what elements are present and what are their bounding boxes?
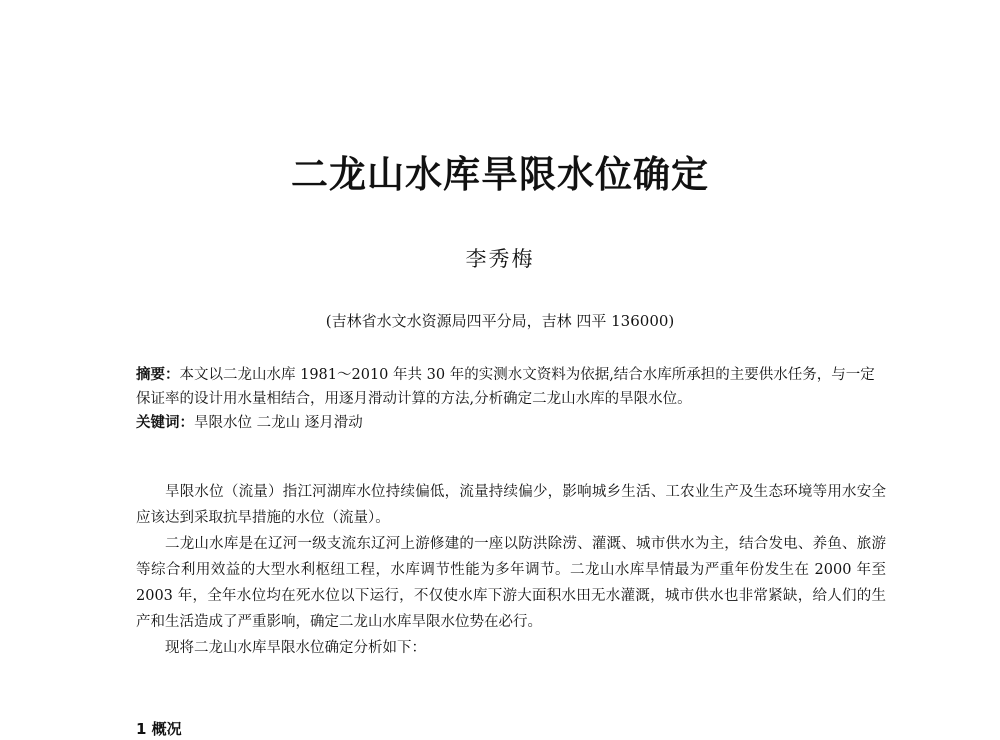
body-paragraph-2: 二龙山水库是在辽河一级支流东辽河上游修建的一座以防洪除涝、灌溉、城市供水为主，结合发电、养鱼、旅游等综合利用效益的大型水利枢纽工程，水库调节性能为多年调节。二龙山水库旱情最为严重年份发生在 2000 年至 2003 年，全年水位均在死水位以下运行，不仅使水库下游大面积水田无水灌溉，城市供水也非常紧缺，给人们的生产和生活造成了严重影响，确定二龙山水库旱限水位势在必行。 — [136, 536, 886, 630]
keywords-label: 关键词： — [136, 415, 194, 431]
abstract-text: 本文以二龙山水库 1981～2010 年共 30 年的实测水文资料为依据,结合水库所承担的主要供水任务，与一定保证率的设计用水量相结合，用逐月滑动计算的方法,分析确定二龙山水库的旱限水位。 — [136, 367, 875, 407]
affiliation-postcode: 136000 — [611, 312, 669, 330]
author-affiliation — [0, 309, 1000, 333]
affiliation-close-paren: ) — [668, 312, 675, 330]
affiliation-open-paren: ( — [325, 312, 332, 330]
section-heading-overview: 1 概况 — [136, 720, 182, 739]
paper-title: 二龙山水库旱限水位确定 — [291, 152, 709, 196]
abstract-label: 摘要： — [136, 367, 180, 383]
body-text — [136, 479, 886, 661]
keywords-text: 旱限水位 二龙山 逐月滑动 — [194, 415, 363, 431]
abstract-section — [136, 363, 886, 435]
abstract — [136, 363, 886, 411]
body-paragraph-3: 现将二龙山水库旱限水位确定分析如下： — [165, 640, 426, 656]
affiliation-organization: 吉林省水文水资源局四平分局，吉林 四平 — [331, 312, 607, 330]
author-name: 李秀梅 — [465, 247, 535, 271]
keywords — [136, 411, 886, 435]
body-paragraph-1: 旱限水位（流量）指江河湖库水位持续偏低，流量持续偏少，影响城乡生活、工农业生产及生态环境等用水安全应该达到采取抗旱措施的水位（流量）。 — [136, 484, 886, 526]
